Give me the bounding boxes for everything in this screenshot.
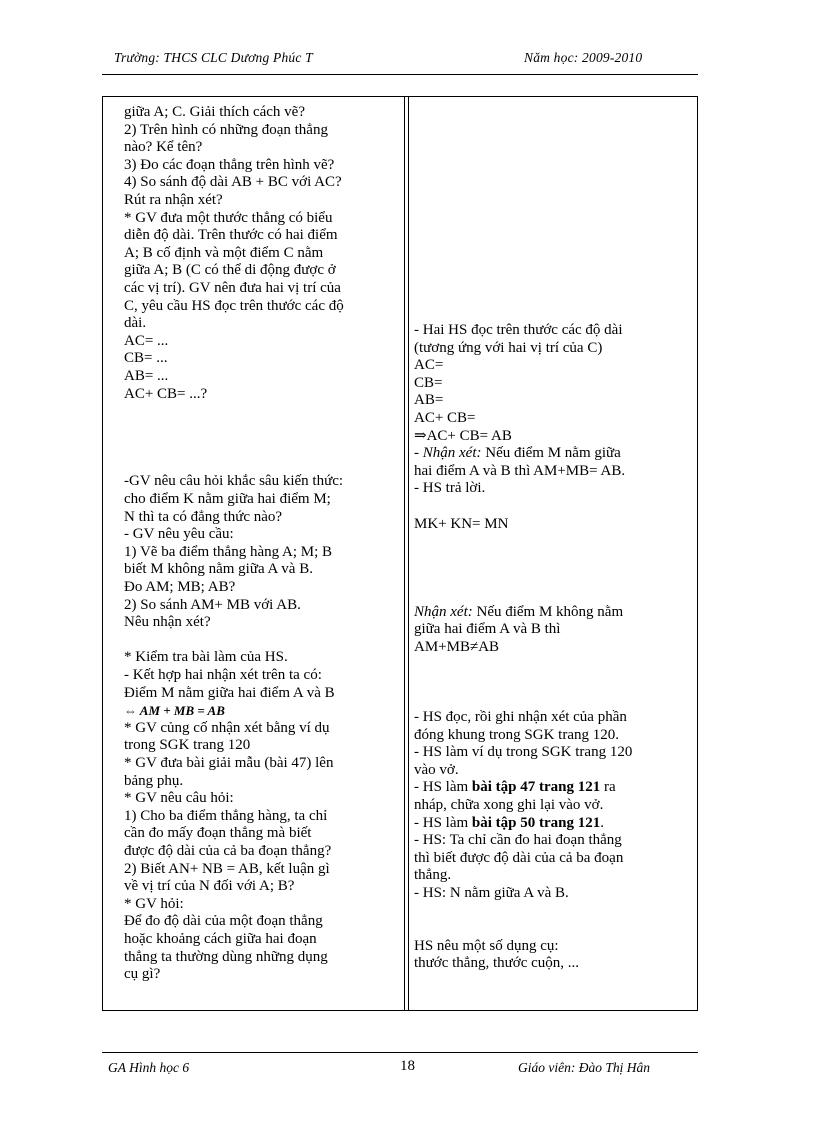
text-line: Điểm M nằm giữa hai điểm A và B: [124, 684, 335, 701]
text-line: nháp, chữa xong ghi lại vào vở.: [414, 797, 604, 814]
text-line: ⇒AC+ CB= AB: [414, 427, 512, 444]
text-line: * GV đưa bài giải mẫu (bài 47) lên: [124, 754, 334, 771]
text-line: bảng phụ.: [124, 772, 184, 789]
text-line: 3) Đo các đoạn thẳng trên hình vẽ?: [124, 156, 335, 173]
footer-teacher: Giáo viên: Đào Thị Hân: [518, 1060, 650, 1075]
text-line: thẳng ta thường dùng những dụng: [124, 948, 328, 965]
text-line: diễn độ dài. Trên thước có hai điểm: [124, 227, 338, 244]
table-divider: [404, 96, 405, 1011]
text-line: giữa A; B (C có thể di động được ở: [124, 262, 336, 279]
text-line: - Kết hợp hai nhận xét trên ta có:: [124, 667, 322, 683]
text-line: A; B cố định và một điểm C nằm: [124, 244, 324, 261]
formula-line: ⇔ AM + MB = AB: [124, 703, 225, 719]
text-line: 1) Cho ba điểm thẳng hàng, ta chỉ: [124, 807, 328, 824]
text-line: AM+MB≠AB: [414, 638, 500, 655]
text-line: Đo AM; MB; AB?: [124, 579, 236, 596]
text-line: * GV nêu câu hỏi:: [124, 790, 234, 807]
text-line: biết M không nằm giữa A và B.: [124, 561, 313, 578]
header-rule: [102, 74, 698, 75]
text-line: thì biết được độ dài của cả ba đoạn: [414, 849, 624, 866]
text-line: cụ gì?: [124, 966, 161, 983]
text-line: 4) So sánh độ dài AB + BC với AC?: [124, 174, 342, 191]
text-line: - HS đọc, rồi ghi nhận xét của phần: [414, 709, 627, 726]
text-line: * GV củng cố nhận xét bằng ví dụ: [124, 719, 330, 736]
page-number: 18: [400, 1058, 415, 1074]
student-activity-column: [414, 322, 694, 973]
text-line: 2) Biết AN+ NB = AB, kết luận gì: [124, 860, 330, 877]
header-year: Năm học: 2009-2010: [524, 50, 643, 65]
text-line: - HS: Ta chỉ cần đo hai đoạn thẳng: [414, 832, 622, 849]
text-line: AC+ CB= ...?: [124, 385, 208, 402]
text-line: - HS làm bài tập 47 trang 121 ra: [414, 779, 616, 796]
text-line: - GV nêu yêu cầu:: [124, 526, 234, 543]
text-line: về vị trí của N đối với A; B?: [124, 878, 295, 895]
text-line: Để đo độ dài của một đoạn thẳng: [124, 913, 323, 930]
text-line: - HS trả lời.: [414, 480, 486, 497]
implies-arrow: ⇒: [414, 427, 427, 444]
text-line: hai điểm A và B thì AM+MB= AB.: [414, 462, 626, 479]
text-line: * GV đưa một thước thẳng có biểu: [124, 209, 333, 226]
text-line: AC= ...: [124, 332, 169, 349]
text-line: AC+ CB=: [414, 409, 476, 426]
text-line: dài.: [124, 315, 147, 332]
text-line: - Hai HS đọc trên thước các độ dài: [414, 322, 623, 338]
text-line: 2) So sánh AM+ MB với AB.: [124, 596, 301, 613]
text-line: trong SGK trang 120: [124, 737, 251, 754]
text-line: - HS làm bài tập 50 trang 121.: [414, 814, 605, 831]
text-line: 2) Trên hình có những đoạn thẳng: [124, 121, 328, 138]
text-line: -GV nêu câu hỏi khắc sâu kiến thức:: [124, 473, 344, 490]
text-line: (tương ứng với hai vị trí của C): [414, 339, 603, 356]
text-line: AB=: [414, 392, 444, 409]
text-line: cần đo mấy đoạn thẳng mà biết: [124, 825, 312, 842]
text-line: nào? Kể tên?: [124, 139, 203, 156]
text-line: đóng khung trong SGK trang 120.: [414, 726, 619, 743]
text-line: MK+ KN= MN: [414, 515, 509, 532]
text-line: CB= ...: [124, 350, 168, 367]
text-line: giữa A; C. Giải thích cách vẽ?: [124, 104, 305, 120]
text-line: Rút ra nhận xét?: [124, 191, 223, 208]
text-line: 1) Vẽ ba điểm thẳng hàng A; M; B: [124, 543, 333, 560]
text-line: - HS: N nằm giữa A và B.: [414, 885, 569, 901]
text-line: N thì ta có đẳng thức nào?: [124, 508, 283, 525]
text-line: Nêu nhận xét?: [124, 614, 211, 631]
text-line: giữa hai điểm A và B thì: [414, 621, 561, 638]
text-line: thẳng.: [414, 867, 452, 884]
footer-subject: GA Hình học 6: [108, 1060, 190, 1075]
text-line: AC=: [414, 357, 444, 374]
text-line: hoặc khoảng cách giữa hai đoạn: [124, 930, 317, 947]
text-line: CB=: [414, 374, 443, 391]
text-line: thước thẳng, thước cuộn, ...: [414, 955, 580, 972]
text-line: * Kiểm tra bài làm của HS.: [124, 649, 288, 666]
text-line: * GV hỏi:: [124, 895, 184, 912]
table-divider: [408, 96, 409, 1011]
text-line: Nhận xét: Nếu điểm M không nằm: [414, 603, 624, 620]
text-line: vào vở.: [414, 761, 459, 778]
text-line: AB= ...: [124, 367, 169, 384]
text-line: cho điểm K nằm giữa hai điểm M;: [124, 491, 331, 508]
header-school: Trường: THCS CLC Dương Phúc T: [114, 50, 313, 65]
text-line: HS nêu một số dụng cụ:: [414, 937, 559, 954]
text-line: - Nhận xét: Nếu điểm M nằm giữa: [414, 445, 621, 462]
text-line: - HS làm ví dụ trong SGK trang 120: [414, 744, 633, 761]
text-line: được độ dài của cả ba đoạn thẳng?: [124, 842, 332, 859]
text-line: các vị trí). GV nên đưa hai vị trí của: [124, 279, 341, 296]
teacher-activity-column: [124, 104, 400, 984]
footer-rule: [102, 1052, 698, 1053]
text-line: C, yêu cầu HS đọc trên thước các độ: [124, 297, 344, 314]
